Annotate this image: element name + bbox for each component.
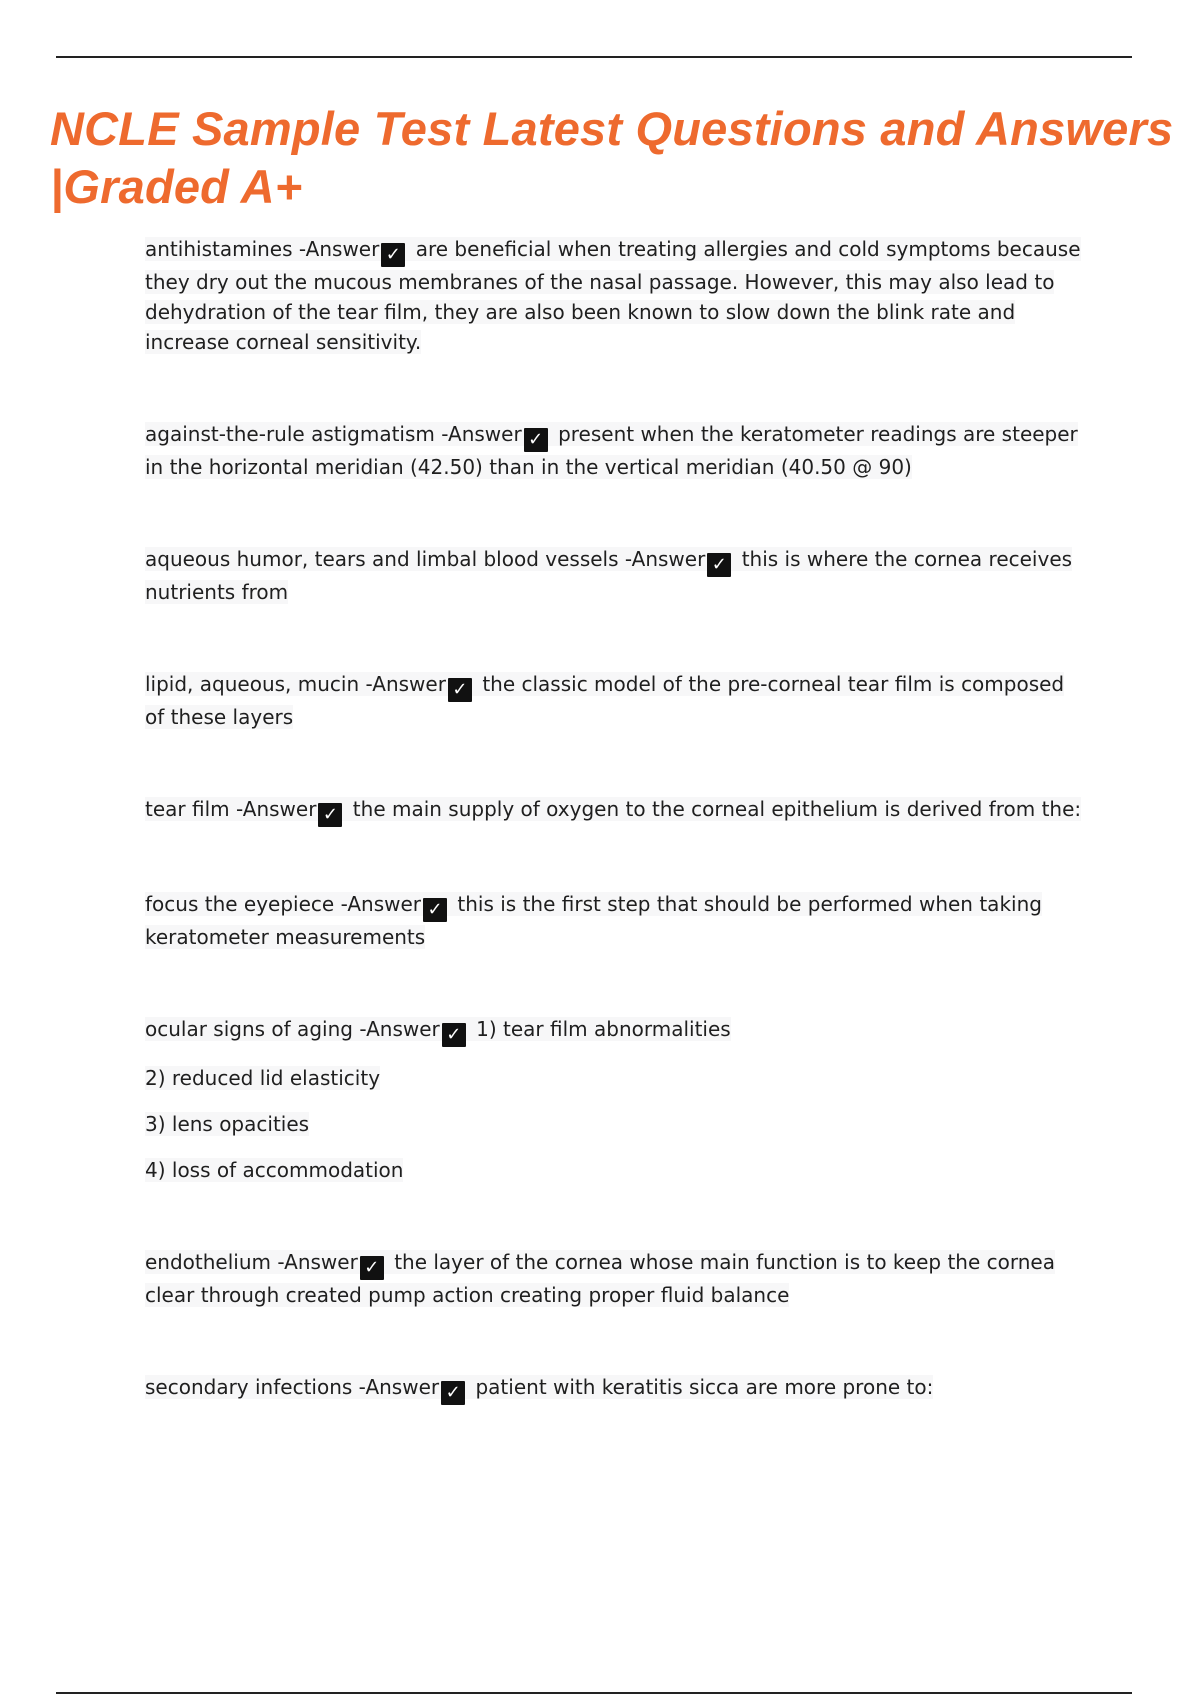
answer-marker: -Answer [365, 672, 446, 696]
qa-answer: 1) tear film abnormalities [476, 1017, 731, 1041]
qa-answer: the classic model of the pre-corneal tear film is composed of these layers [145, 672, 1065, 729]
checkmark-icon: ✓ [381, 243, 405, 267]
qa-item [145, 544, 1085, 607]
header-rule [56, 56, 1132, 58]
document-title: NCLE Sample Test Latest Questions and Answers |Graded A+ [50, 102, 1174, 213]
answer-marker: -Answer [624, 547, 706, 571]
checkmark-icon: ✓ [318, 803, 342, 827]
checkmark-icon: ✓ [442, 1023, 466, 1047]
checkmark-icon: ✓ [448, 678, 472, 702]
qa-answer: the layer of the cornea whose main function is to keep the cornea clear through created pump action creating proper fluid balance [145, 1250, 1055, 1307]
qa-item [145, 889, 1085, 952]
qa-item [145, 669, 1085, 732]
footer-rule [56, 1692, 1132, 1694]
qa-term: ocular signs of aging [145, 1017, 353, 1041]
qa-term: against-the-rule astigmatism [145, 422, 435, 446]
qa-item [145, 234, 1085, 357]
qa-item [145, 1247, 1085, 1310]
qa-term: focus the eyepiece [145, 892, 335, 916]
checkmark-icon: ✓ [423, 898, 447, 922]
answer-marker: -Answer [441, 422, 522, 446]
answer-marker: -Answer [359, 1017, 440, 1041]
qa-list-line: 4) loss of accommodation [145, 1158, 404, 1182]
qa-answer: this is the first step that should be performed when taking keratometer measurements [145, 892, 1042, 949]
answer-marker: -Answer [340, 892, 422, 916]
qa-list-line: 2) reduced lid elasticity [145, 1066, 381, 1090]
qa-item [145, 794, 1085, 827]
checkmark-icon: ✓ [441, 1381, 465, 1405]
qa-term: tear film [145, 797, 230, 821]
qa-term: lipid, aqueous, mucin [145, 672, 360, 696]
qa-term: antihistamines [145, 237, 293, 261]
qa-answer: the main supply of oxygen to the corneal epithelium is derived from the: [352, 797, 1082, 821]
qa-answer: this is where the cornea receives nutrients from [145, 547, 1073, 604]
answer-marker: -Answer [277, 1250, 358, 1274]
qa-item [145, 419, 1085, 482]
checkmark-icon: ✓ [524, 428, 548, 452]
checkmark-icon: ✓ [360, 1256, 384, 1280]
answer-marker: -Answer [235, 797, 317, 821]
qa-answer: patient with keratitis sicca are more prone to: [475, 1375, 934, 1399]
checkmark-icon: ✓ [707, 553, 731, 577]
answer-marker: -Answer [298, 237, 380, 261]
qa-list [145, 234, 1085, 1405]
qa-term: endothelium [145, 1250, 272, 1274]
qa-term: secondary infections [145, 1375, 353, 1399]
qa-list-line: 3) lens opacities [145, 1112, 310, 1136]
qa-answer: present when the keratometer readings are steeper in the horizontal meridian (42.50) than in the vertical meridian (40.50 @ 90) [145, 422, 1078, 479]
qa-item [145, 1372, 1085, 1405]
qa-term: aqueous humor, tears and limbal blood vessels [145, 547, 619, 571]
answer-marker: -Answer [358, 1375, 440, 1399]
qa-item [145, 1014, 1085, 1185]
qa-answer: are beneficial when treating allergies and cold symptoms because they dry out the mucous membranes of the nasal passage. However, this may also lead to dehydration of the tear film, they are also been known to slow down the blink rate and increase corneal sensitivity. [145, 237, 1081, 354]
